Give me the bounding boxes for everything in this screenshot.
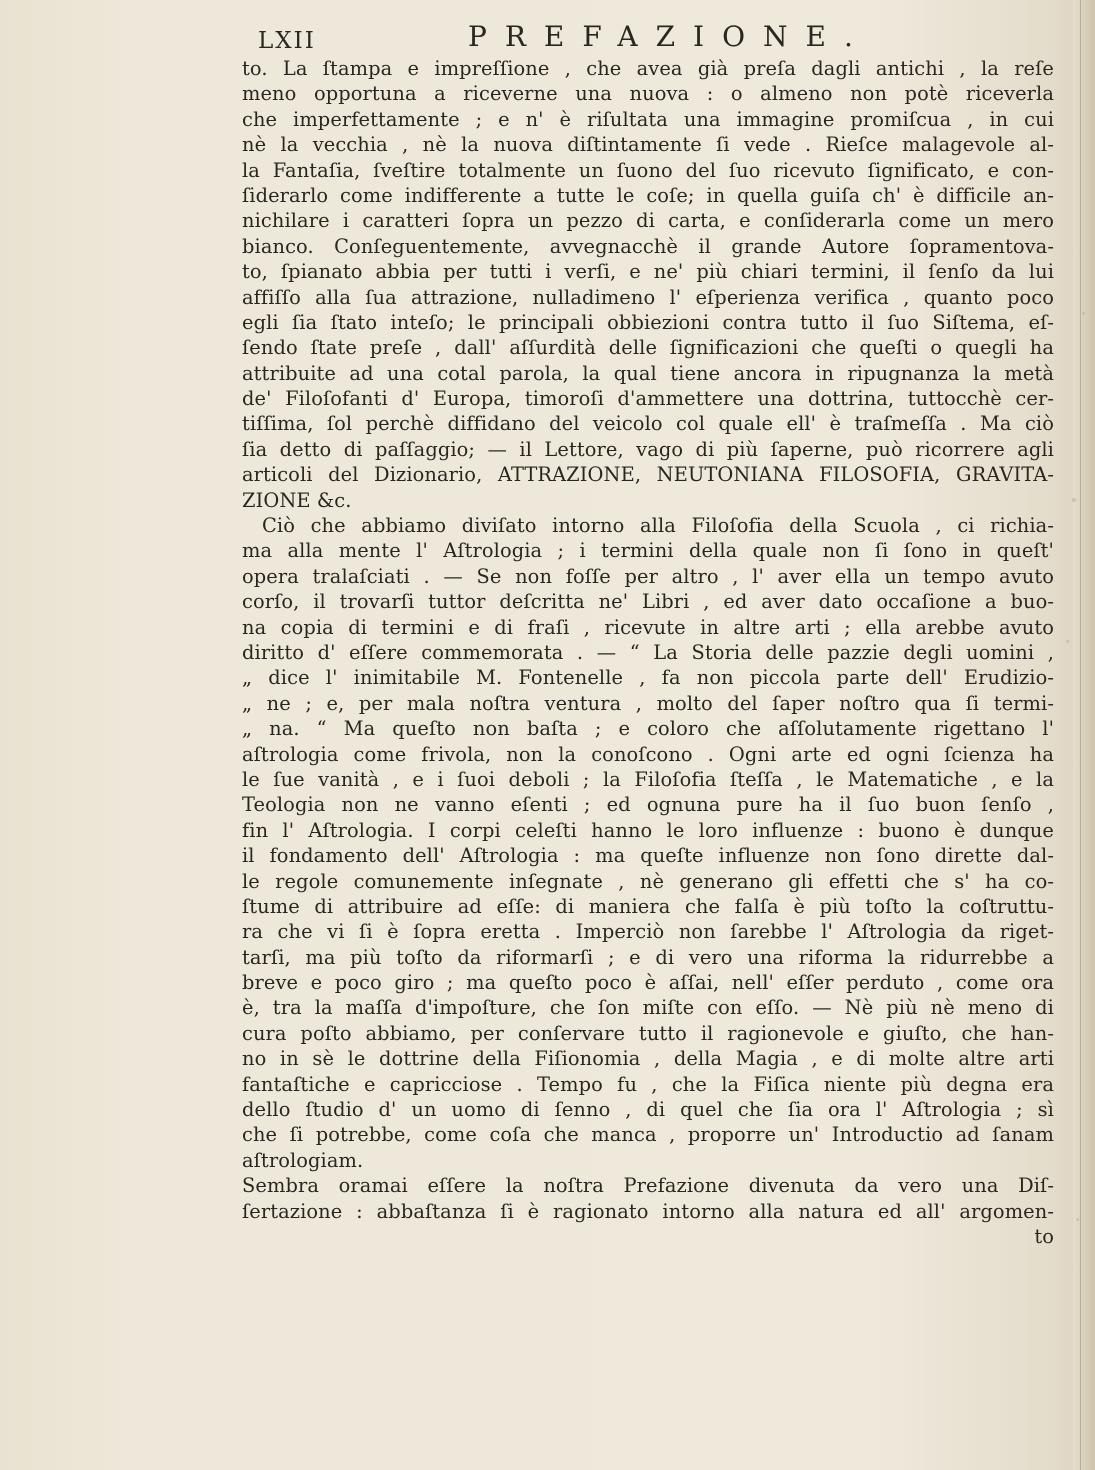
page-header bbox=[258, 20, 1058, 60]
page-edge bbox=[1073, 0, 1095, 1470]
text-line: ma alla mente l' Aſtrologia ; i termini della quale non ſi ſono in queſt' bbox=[242, 539, 1054, 563]
text-line: to. La ſtampa e impreſſione , che avea già preſa dagli antichi , la reſe bbox=[242, 57, 1054, 80]
quote-line: „ na. “ Ma queſto non baſta ; e coloro che aſſolutamente rigettano l' bbox=[242, 717, 1054, 741]
text-line: ſiderarlo come indifferente a tutte le coſe; in quella guiſa ch' è difficile an- bbox=[242, 183, 1054, 207]
text-line: breve e poco giro ; ma queſto poco è aſſai, nell' eſſer perduto , come ora bbox=[242, 971, 1054, 995]
text-line: fantaſtiche e capricciose . Tempo fu , che la Fiſica niente più degna era bbox=[242, 1072, 1054, 1096]
paragraph-start: Sembra oramai eſſere la noſtra Prefazione divenuta da vero una Diſ- bbox=[242, 1174, 1054, 1198]
text-line: aſtrologia come frivola, non la conoſcono . Ogni arte ed ogni ſcienza ha bbox=[242, 742, 1054, 766]
paper-speck bbox=[1072, 498, 1076, 502]
text-line: cura poſto abbiamo, per conſervare tutto il ragionevole e giuſto, che han- bbox=[242, 1021, 1054, 1045]
text-line: diritto d' eſſere commemorata . — “ La Storia delle pazzie degli uomini , bbox=[242, 640, 1054, 664]
text-line: ra che vi ſi è ſopra eretta . Imperciò non ſarebbe l' Aſtrologia da riget- bbox=[242, 920, 1054, 944]
text-line: il fondamento dell' Aſtrologia : ma queſte influenze non ſono dirette dal- bbox=[242, 844, 1054, 868]
text-line: de' Filoſofanti d' Europa, timoroſi d'ammettere una dottrina, tuttocchè cer- bbox=[242, 387, 1054, 411]
edge-line bbox=[1080, 0, 1081, 1470]
text-line: dello ſtudio d' un uomo di ſenno , di quel che ſia ora l' Aſtrologia ; sì bbox=[242, 1098, 1054, 1122]
text-line: ZIONE &c. bbox=[242, 488, 352, 512]
paper-speck bbox=[1066, 640, 1069, 643]
page-number: LXII bbox=[258, 28, 316, 54]
text-line: attribuite ad una cotal parola, la qual tiene ancora in ripugnanza la metà bbox=[242, 361, 1054, 385]
text-line: ſendo ſtate preſe , dall' aſſurdità delle ſignificazioni che queſti o quegli ha bbox=[242, 336, 1054, 360]
text-line: egli ſia ſtato inteſo; le principali obbiezioni contra tutto il ſuo Siſtema, eſ- bbox=[242, 310, 1054, 334]
paragraph-start: Ciò che abbiamo diviſato intorno alla Filoſofia della Scuola , ci richia- bbox=[262, 514, 1054, 538]
text-line: na copia di termini e di fraſi , ricevute in altre arti ; ella arebbe avuto bbox=[242, 615, 1054, 639]
text-line: ſertazione : abbaſtanza ſi è ragionato intorno alla natura ed all' argomen- bbox=[242, 1199, 1054, 1223]
text-line: ſtume di attribuire ad eſſe: di maniera che falſa è più toſto la coſtruttu- bbox=[242, 894, 1054, 918]
paper-speck bbox=[1082, 312, 1085, 315]
quote-line: „ ne ; e, per mala noſtra ventura , molto del ſaper noſtro qua ſi termi- bbox=[242, 691, 1054, 715]
text-line: nichilare i caratteri ſopra un pezzo di carta, e conſiderarla come un mero bbox=[242, 209, 1054, 233]
text-line: fin l' Aſtrologia. I corpi celeſti hanno le loro influenze : buono è dunque bbox=[242, 818, 1054, 842]
text-line: ſia detto di paſſaggio; — il Lettore, vago di più ſaperne, può ricorrere agli bbox=[242, 437, 1054, 461]
text-line: le ſue vanità , e i ſuoi deboli ; la Filoſofia ſteſſa , le Matematiche , e la bbox=[242, 767, 1054, 791]
quote-line: „ dice l' inimitabile M. Fontenelle , fa non piccola parte dell' Erudizio- bbox=[242, 666, 1054, 690]
text-line: aſtrologiam. bbox=[242, 1148, 364, 1172]
running-title: PREFAZIONE. bbox=[468, 20, 871, 53]
paper-speck bbox=[1076, 1218, 1079, 1221]
text-line: Teologia non ne vanno eſenti ; ed ognuna pure ha il ſuo buon ſenſo , bbox=[242, 793, 1054, 817]
text-line: la Fantaſia, ſveſtire totalmente un ſuono del ſuo ricevuto ſignificato, e con- bbox=[242, 158, 1054, 182]
body-text bbox=[242, 56, 1054, 1249]
text-line: no in sè le dottrine della Fiſionomia , della Magia , e di molte altre arti bbox=[242, 1047, 1054, 1071]
catchword: to bbox=[1034, 1224, 1054, 1248]
text-line: articoli del Dizionario, ATTRAZIONE, NEUTONIANA FILOSOFIA, GRAVITA- bbox=[242, 463, 1054, 487]
text-line: meno opportuna a riceverne una nuova : o almeno non potè riceverla bbox=[242, 82, 1054, 106]
text-line: corſo, il trovarſi tuttor deſcritta ne' Libri , ed aver dato occaſione a buo- bbox=[242, 590, 1054, 614]
text-line: che imperfettamente ; e n' è riſultata una immagine promiſcua , in cui bbox=[242, 107, 1054, 131]
text-line: le regole comunemente inſegnate , nè generano gli effetti che s' ha co- bbox=[242, 869, 1054, 893]
text-line: tarſi, ma più toſto da riformarſi ; e di vero una riforma la ridurrebbe a bbox=[242, 945, 1054, 969]
text-line: affiſſo alla ſua attrazione, nulladimeno l' eſperienza verifica , quanto poco bbox=[242, 285, 1054, 309]
text-line: che ſi potrebbe, come coſa che manca , proporre un' Introductio ad ſanam bbox=[242, 1123, 1054, 1147]
text-line: opera tralaſciati . — Se non foſſe per altro , l' aver ella un tempo avuto bbox=[242, 564, 1054, 588]
text-line: è, tra la maſſa d'impoſture, che ſon miſte con eſſo. — Nè più nè meno di bbox=[242, 996, 1054, 1020]
text-line: to, ſpianato abbia per tutti i verſi, e ne' più chiari termini, il ſenſo da lui bbox=[242, 260, 1054, 284]
text-line: tiſſima, ſol perchè diffidano del veicolo col quale ell' è traſmeſſa . Ma ciò bbox=[242, 412, 1054, 436]
text-line: bianco. Conſeguentemente, avvegnacchè il grande Autore ſopramentova- bbox=[242, 234, 1054, 258]
text-line: nè la vecchia , nè la nuova diſtintamente ſi vede . Rieſce malagevole al- bbox=[242, 133, 1054, 157]
